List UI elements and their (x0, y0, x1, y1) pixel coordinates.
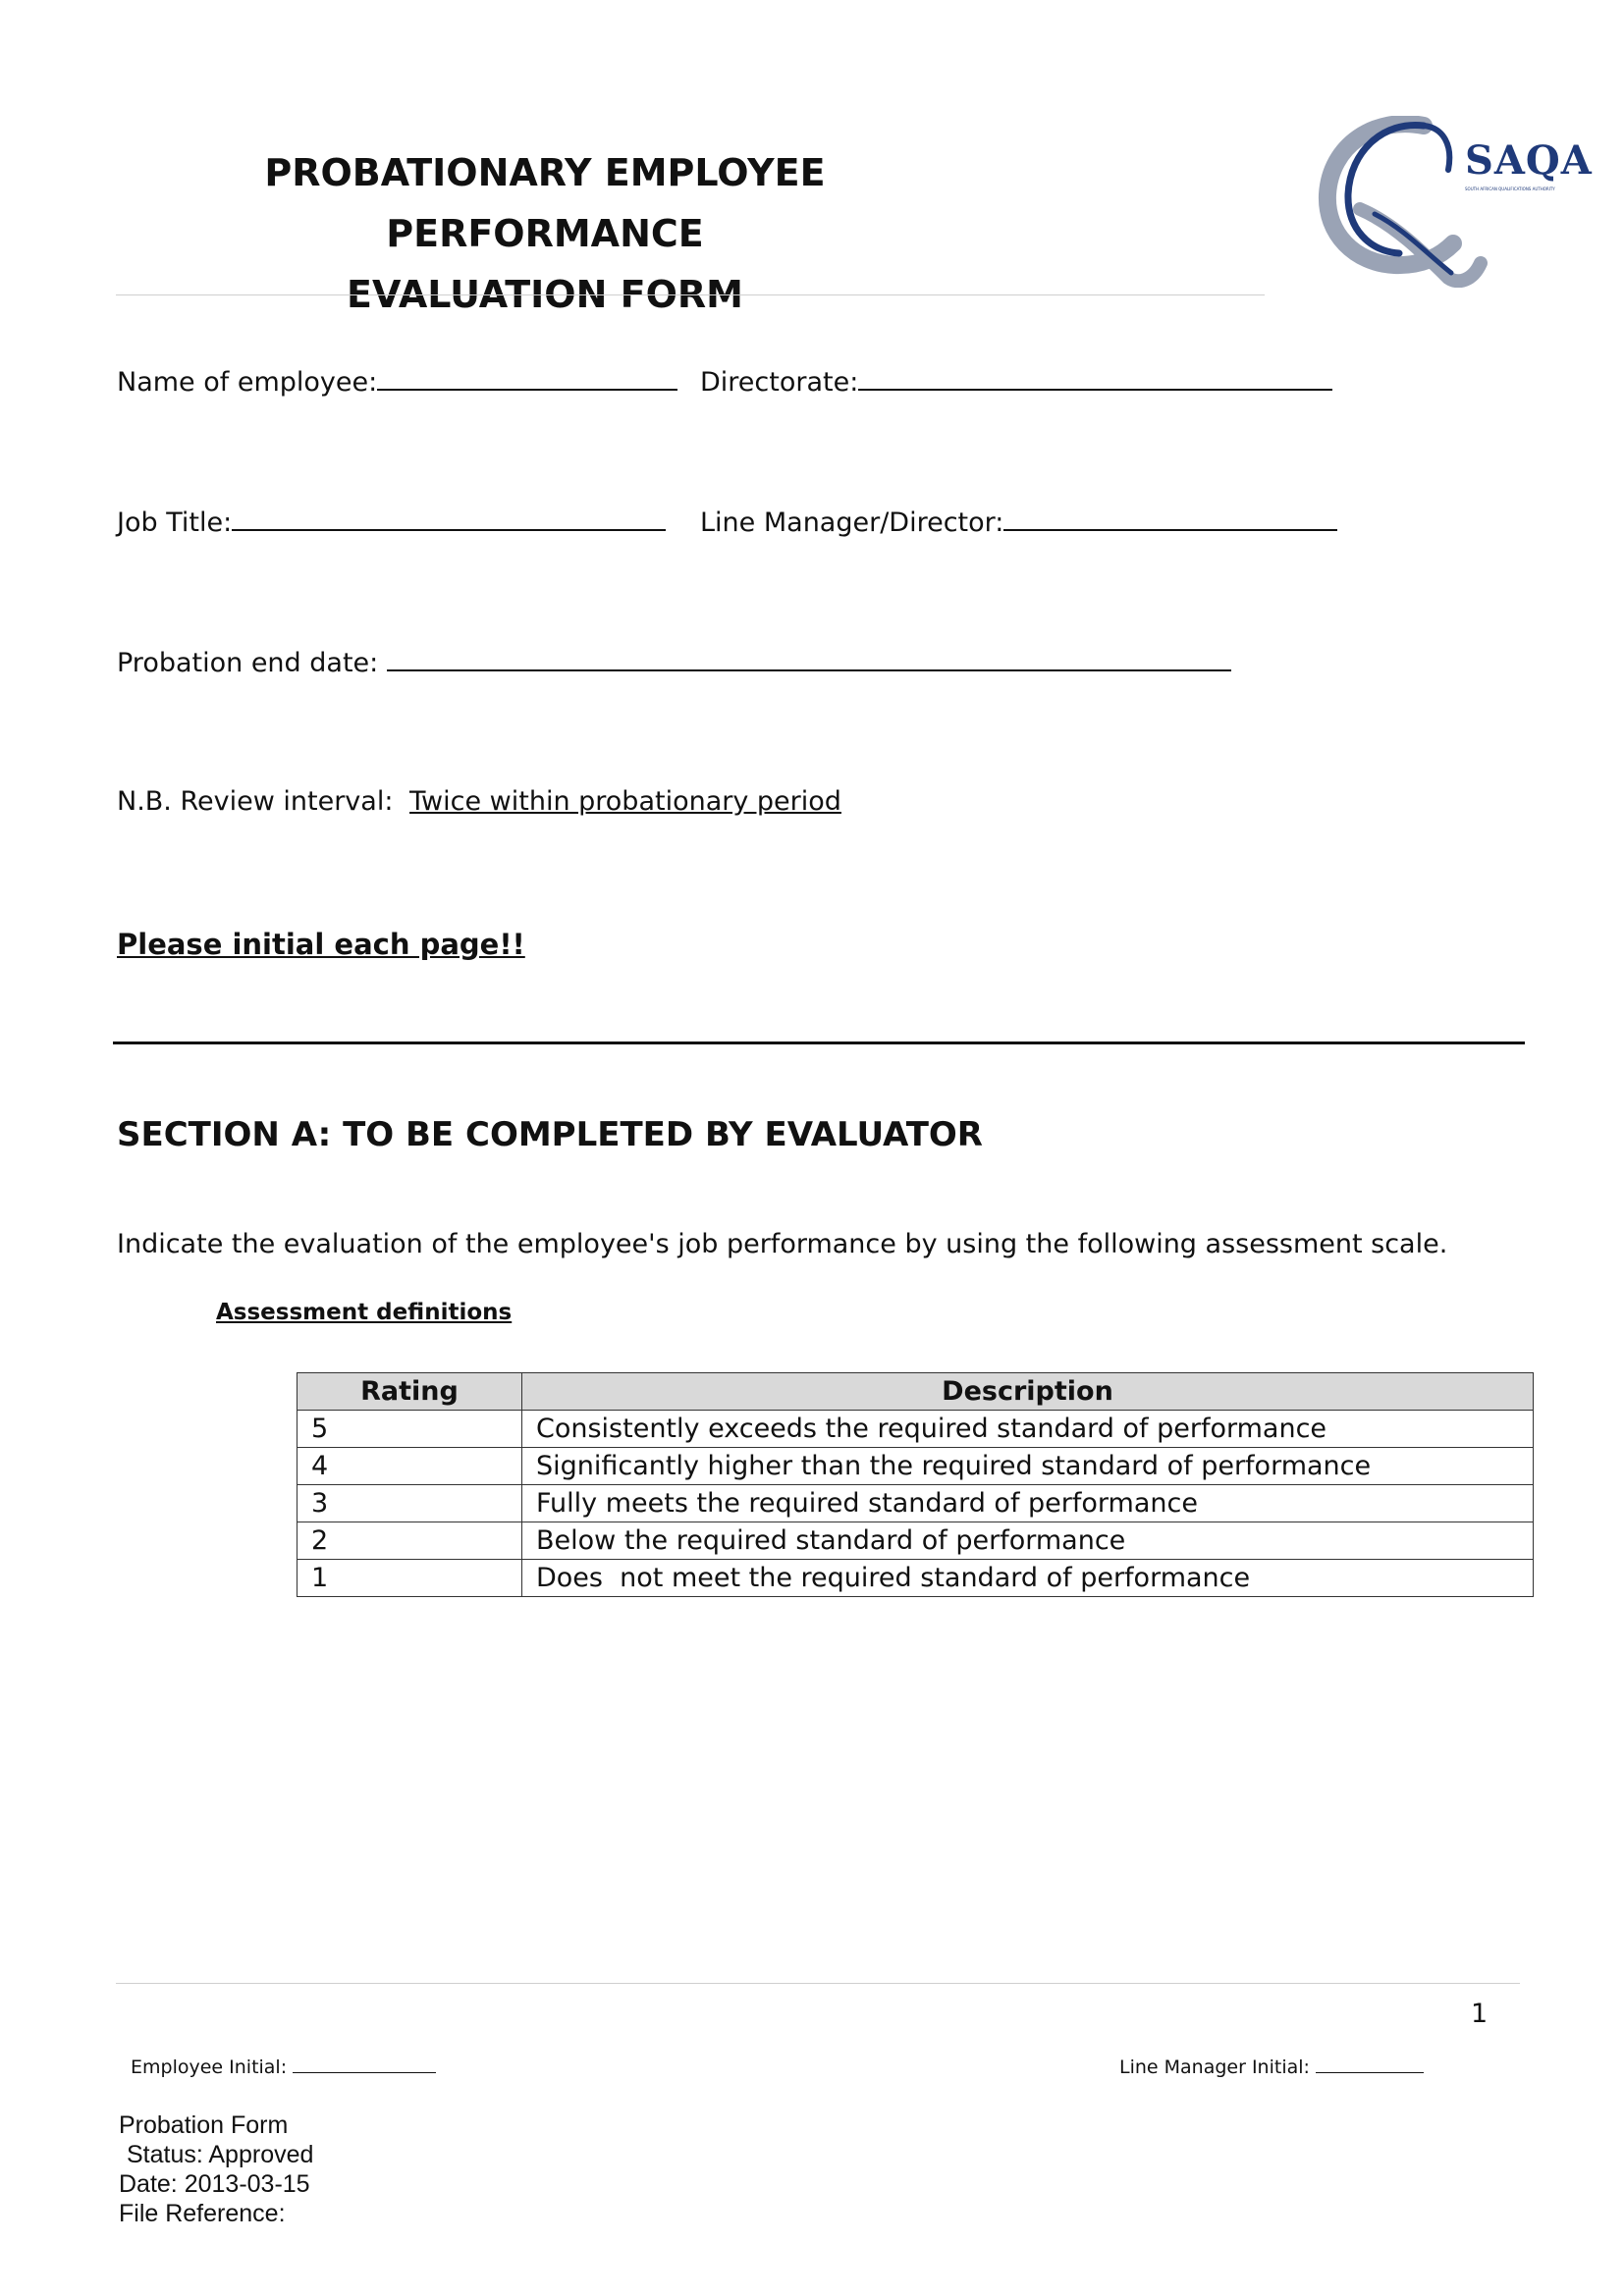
table-row (298, 1411, 1534, 1448)
rating-cell: 1 (298, 1560, 522, 1597)
directorate-input[interactable] (858, 365, 1332, 391)
section-a-instruction: Indicate the evaluation of the employee's job performance by using the following assessment scale. (117, 1229, 1448, 1259)
document-metadata (119, 2110, 313, 2228)
doc-date: Date: 2013-03-15 (119, 2170, 310, 2198)
job-title-input[interactable] (232, 506, 666, 531)
logo-subtext: SOUTH AFRICAN QUALIFICATIONS AUTHORITY (1465, 187, 1555, 191)
rating-cell: 3 (298, 1485, 522, 1522)
line-manager-label: Line Manager/Director: (700, 507, 1004, 538)
rating-cell: 5 (298, 1411, 522, 1448)
review-interval (117, 786, 841, 817)
description-cell: Significantly higher than the required standard of performance (522, 1448, 1534, 1485)
manager-initial-field (1119, 2056, 1424, 2078)
employee-name-field (117, 365, 677, 398)
table-header-row (298, 1373, 1534, 1411)
rating-cell: 4 (298, 1448, 522, 1485)
section-a-heading: SECTION A: TO BE COMPLETED BY EVALUATOR (117, 1115, 983, 1154)
title-line-1: PROBATIONARY EMPLOYEE PERFORMANCE (264, 151, 826, 255)
description-cell: Consistently exceeds the required standard of performance (522, 1411, 1534, 1448)
review-value: Twice within probationary period (409, 786, 841, 817)
footer-divider (116, 1983, 1520, 1984)
assessment-definitions-heading: Assessment definitions (216, 1300, 513, 1325)
table-row (298, 1522, 1534, 1560)
employee-initial-label: Employee Initial: (131, 2056, 288, 2078)
job-title-field (117, 506, 666, 538)
description-cell: Does not meet the required standard of performance (522, 1560, 1534, 1597)
initial-notice: Please initial each page!! (117, 928, 525, 961)
description-cell: Below the required standard of performance (522, 1522, 1534, 1560)
assessment-scale-table (297, 1372, 1534, 1597)
logo-text: SAQA (1465, 137, 1593, 184)
page-title (118, 142, 972, 325)
description-column-header: Description (522, 1373, 1534, 1411)
table-row (298, 1448, 1534, 1485)
doc-name: Probation Form (119, 2111, 289, 2139)
probation-end-input[interactable] (387, 646, 1231, 671)
page-number: 1 (1471, 1999, 1489, 2029)
employee-initial-input[interactable] (293, 2056, 436, 2073)
manager-initial-label: Line Manager Initial: (1119, 2056, 1310, 2078)
job-title-label: Job Title: (117, 507, 233, 538)
employee-initial-field (131, 2056, 436, 2078)
header-divider (116, 294, 1265, 295)
line-manager-input[interactable] (1003, 506, 1337, 531)
employee-name-label: Name of employee: (117, 367, 378, 398)
probation-end-field (117, 646, 1231, 678)
directorate-field (700, 365, 1332, 398)
description-cell: Fully meets the required standard of performance (522, 1485, 1534, 1522)
rating-cell: 2 (298, 1522, 522, 1560)
directorate-label: Directorate: (700, 367, 859, 398)
manager-initial-input[interactable] (1316, 2056, 1424, 2073)
title-line-2: EVALUATION FORM (347, 273, 743, 316)
section-divider (113, 1041, 1525, 1044)
rating-column-header: Rating (298, 1373, 522, 1411)
saqa-logo (1316, 116, 1600, 288)
table-row (298, 1560, 1534, 1597)
doc-file-reference: File Reference: (119, 2200, 286, 2227)
employee-name-input[interactable] (377, 365, 677, 391)
probation-end-label: Probation end date: (117, 648, 379, 678)
line-manager-field (700, 506, 1337, 538)
doc-status: Status: Approved (127, 2141, 314, 2168)
table-row (298, 1485, 1534, 1522)
review-label: N.B. Review interval: (117, 786, 394, 817)
